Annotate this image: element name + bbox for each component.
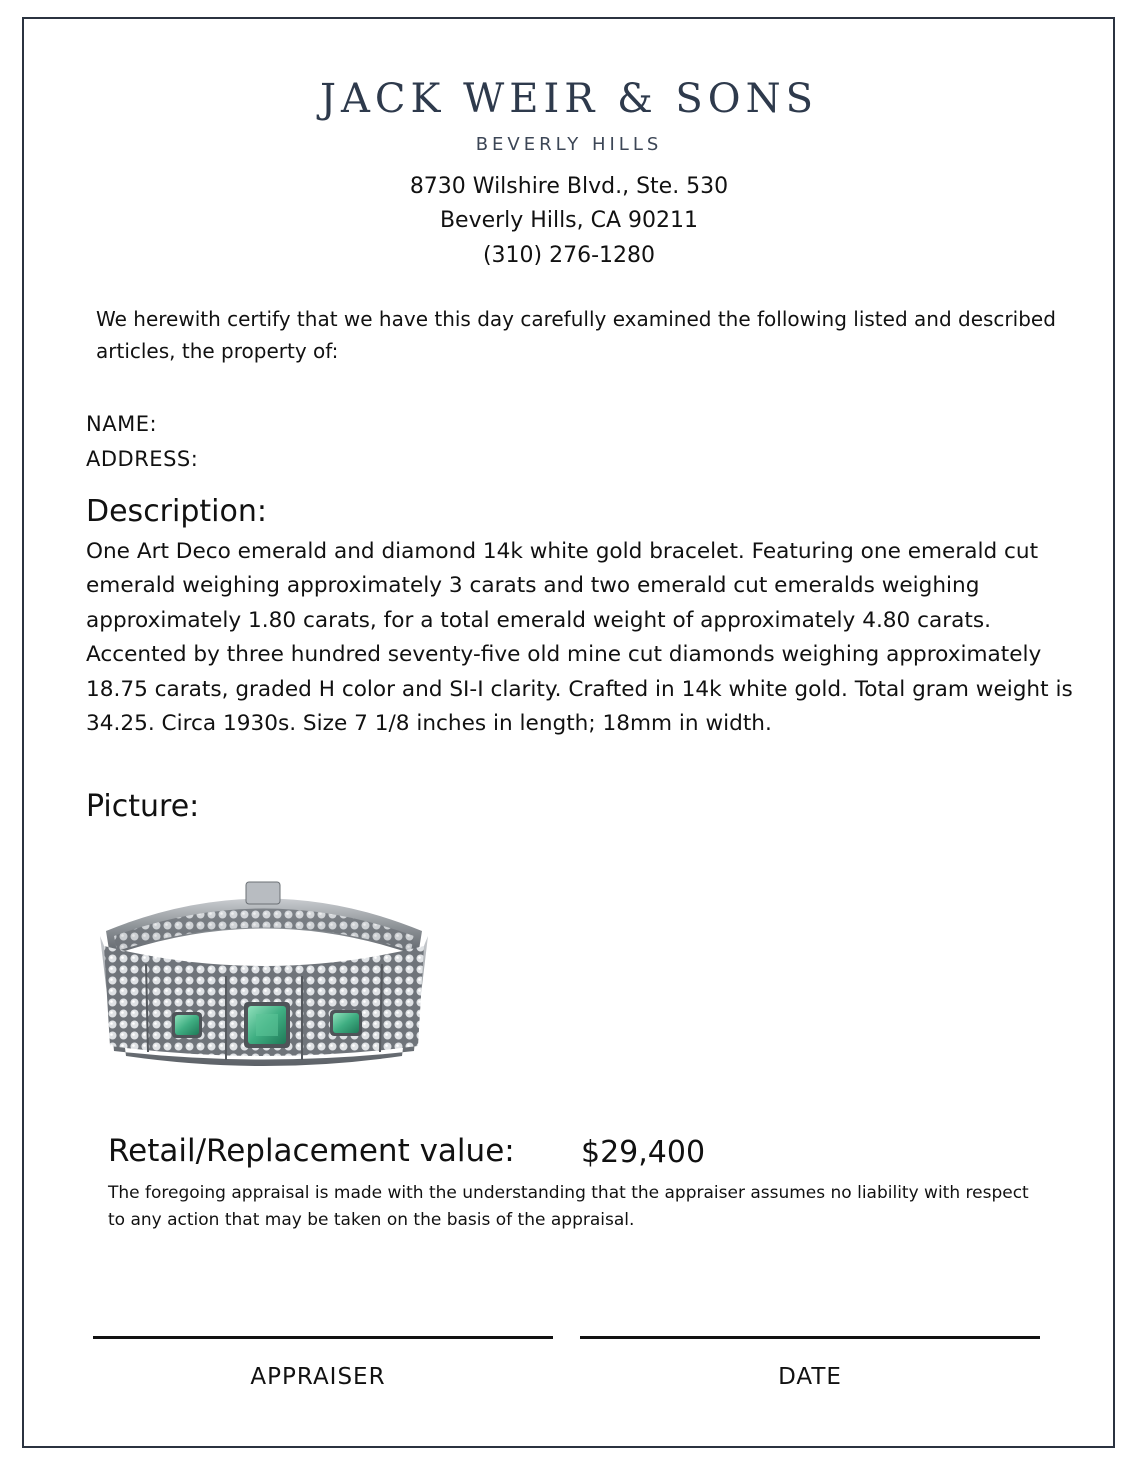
date-signature-line [580,1336,1040,1339]
description-heading: Description: [86,494,267,529]
picture-heading: Picture: [86,789,200,824]
address-line-2: Beverly Hills, CA 90211 [439,208,699,233]
certification-statement: We herewith certify that we have this day carefully examined the following listed and described articles, the property of: [96,307,1056,363]
address-line-1: 8730 Wilshire Blvd., Ste. 530 [409,174,729,199]
appraiser-signature-line [93,1336,553,1339]
address-label: ADDRESS: [86,447,199,471]
phone-number: (310) 276-1280 [482,243,656,268]
liability-disclaimer: The foregoing appraisal is made with the understanding that the appraiser assumes no liability with respect to any action that may be taken on the basis of the appraisal. [108,1183,1029,1230]
description-body: One Art Deco emerald and diamond 14k white gold bracelet. Featuring one emerald cut emerald weighing approximately 3 carats and two emerald cut emeralds weighing approximately 1.80 carats, for a total emerald weight of approximately 4.80 carats. Accented by three hundred seventy-five old mine cut diamonds weighing approximately 18.75 carats, graded H color and SI-I clarity. Crafted in 14k white gold. Total gram weight is 34.25. Circa 1930s. Size 7 1/8 inches in length; 18mm in width. [86,539,1073,737]
value-label: Retail/Replacement value: [108,1133,515,1169]
brand-location: BEVERLY HILLS [475,134,663,155]
value-amount: $29,400 [581,1135,706,1170]
appraiser-label: APPRAISER [250,1364,386,1390]
bracelet-photo [96,876,432,1072]
brand-name: JACK WEIR & SONS [320,76,818,122]
date-label: DATE [778,1364,842,1390]
name-label: NAME: [86,412,158,436]
